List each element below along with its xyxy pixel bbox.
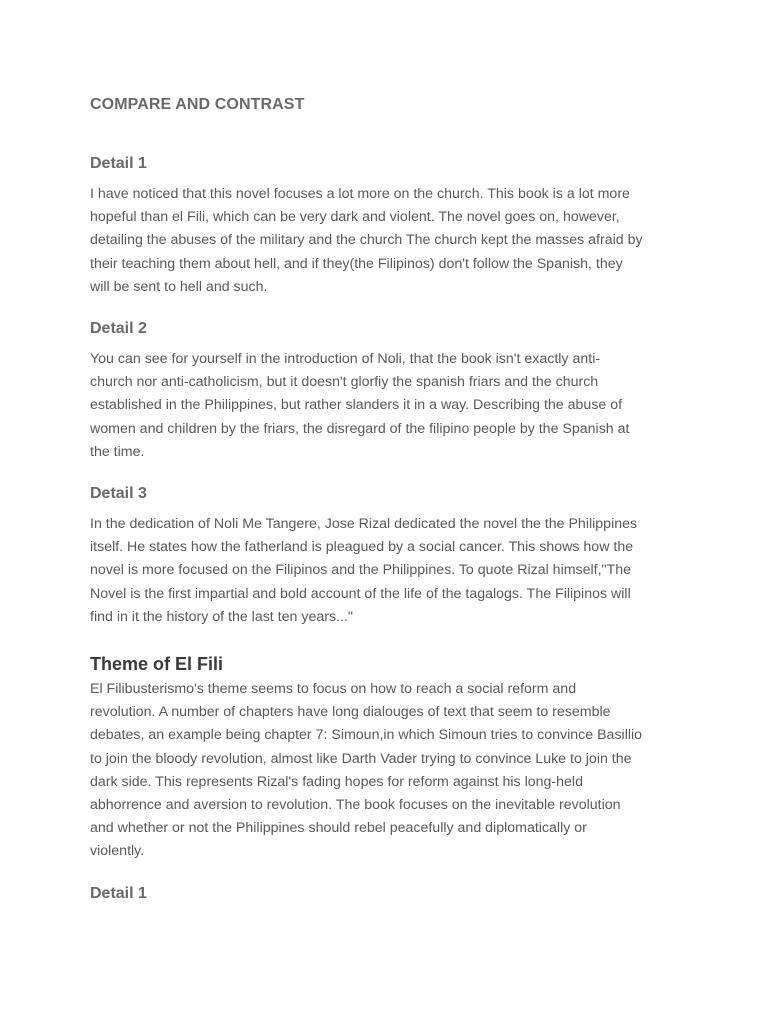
- section-paragraph-detail-2: [90, 348, 678, 464]
- paragraph-line: abhorrence and aversion to revolution. The book focuses on the inevitable revolution: [90, 797, 621, 814]
- section-heading-detail-2: Detail 2: [90, 320, 147, 337]
- section-paragraph-detail-3: [90, 513, 678, 629]
- theme-heading: Theme of El Fili: [90, 654, 224, 674]
- paragraph-line: You can see for yourself in the introduction of Noli, that the book isn't exactly anti-: [90, 351, 601, 367]
- section-paragraph-detail-1: [90, 183, 678, 299]
- theme-paragraph: [90, 678, 678, 864]
- paragraph-line: and whether or not the Philippines should rebel peacefully and diplomatically or: [90, 820, 587, 837]
- paragraph-line: novel is more focused on the Filipinos and the Philippines. To quote Rizal himself,"The: [90, 562, 632, 579]
- paragraph-line: their teaching them about hell, and if they(the Filipinos) don't follow the Spanish, they: [90, 255, 623, 272]
- paragraph-line: church nor anti-catholicism, but it doesn't glorfiy the spanish friars and the church: [90, 374, 599, 391]
- paragraph-line: will be sent to hell and such.: [90, 278, 268, 295]
- paragraph-line: find in it the history of the last ten years...": [90, 608, 353, 625]
- paragraph-line: established in the Philippines, but rather slanders it in a way. Describing the abuse of: [90, 397, 623, 414]
- paragraph-line: revolution. A number of chapters have long dialouges of text that seem to resemble: [90, 704, 611, 721]
- paragraph-line: the time.: [90, 443, 145, 460]
- paragraph-line: I have noticed that this novel focuses a lot more on the church. This book is a lot more: [90, 186, 630, 202]
- paragraph-line: detailing the abuses of the military and the church The church kept the masses afraid by: [90, 232, 643, 249]
- section-heading-trailing-detail-1: Detail 1: [90, 885, 147, 902]
- paragraph-line: to join the bloody revolution, almost like Darth Vader trying to convince Luke to join the: [90, 750, 632, 767]
- paragraph-line: hopeful than el Fili, which can be very dark and violent. The novel goes on, however,: [90, 209, 620, 226]
- paragraph-line: violently.: [90, 843, 145, 860]
- paragraph-line: Novel is the first impartial and bold account of the life of the tagalogs. The Filipinos will: [90, 585, 631, 602]
- paragraph-line: dark side. This represents Rizal's fading hopes for reform against his long-held: [90, 773, 583, 790]
- paragraph-line: El Filibusterismo's theme seems to focus on how to reach a social reform and: [90, 681, 577, 697]
- paragraph-line: women and children by the friars, the disregard of the filipino people by the Spanish at: [90, 420, 630, 437]
- section-heading-detail-1: Detail 1: [90, 155, 147, 172]
- paragraph-line: debates, an example being chapter 7: Simoun,in which Simoun tries to convince Basillio: [90, 727, 643, 744]
- paragraph-line: itself. He states how the fatherland is pleagued by a social cancer. This shows how the: [90, 539, 634, 556]
- section-heading-detail-3: Detail 3: [90, 485, 147, 502]
- document-title: COMPARE AND CONTRAST: [90, 96, 305, 113]
- paragraph-line: In the dedication of Noli Me Tangere, Jose Rizal dedicated the novel the the Philippines: [90, 516, 638, 532]
